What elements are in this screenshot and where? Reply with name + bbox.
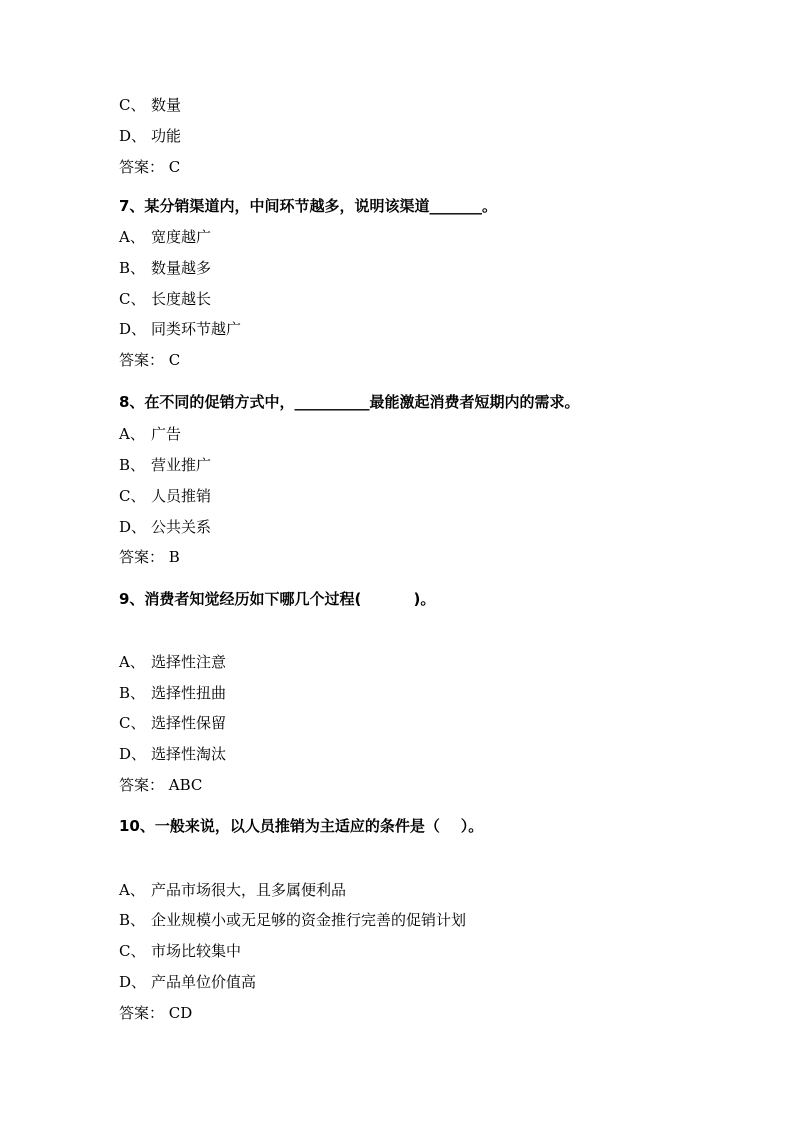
option-text: 选择性注意 — [151, 653, 227, 671]
option-text: 同类环节越广 — [151, 320, 242, 338]
option-letter: C、 — [119, 714, 146, 732]
option-letter: A、 — [119, 881, 145, 899]
option-row — [119, 944, 241, 959]
option-row — [119, 261, 211, 276]
option-text: 公共关系 — [151, 518, 212, 536]
option-letter: A、 — [119, 653, 145, 671]
answer-line: 答案： C — [119, 158, 181, 176]
option-letter: B、 — [119, 456, 146, 474]
option-text: 长度越长 — [151, 290, 212, 308]
answer-line: 答案： B — [119, 548, 180, 566]
option-letter: C、 — [119, 290, 146, 308]
option-letter: C、 — [119, 487, 146, 505]
option-letter: B、 — [119, 684, 146, 702]
option-row — [119, 458, 211, 473]
option-text: 数量 — [151, 96, 182, 114]
option-text: 营业推广 — [151, 456, 212, 474]
option-letter: D、 — [119, 518, 147, 536]
option-row — [119, 520, 211, 535]
question-stem: 9、消费者知觉经历如下哪几个过程( )。 — [119, 590, 436, 608]
option-letter: D、 — [119, 320, 147, 338]
option-row — [119, 129, 181, 144]
option-text: 人员推销 — [151, 487, 212, 505]
option-row — [119, 98, 181, 113]
option-row — [119, 716, 226, 731]
option-row — [119, 975, 256, 990]
option-text: 选择性扭曲 — [151, 684, 227, 702]
option-text: 企业规模小或无足够的资金推行完善的促销计划 — [151, 911, 467, 929]
option-letter: B、 — [119, 911, 146, 929]
option-text: 数量越多 — [151, 259, 212, 277]
option-text: 产品市场很大，且多属便利品 — [151, 881, 347, 899]
answer-line: 答案： ABC — [119, 776, 203, 794]
question-stem: 7、某分销渠道内，中间环节越多，说明该渠道_______。 — [119, 197, 497, 215]
option-letter: C、 — [119, 96, 146, 114]
option-text: 宽度越广 — [151, 228, 212, 246]
option-letter: D、 — [119, 127, 147, 145]
option-text: 功能 — [151, 127, 182, 145]
option-row — [119, 747, 226, 762]
option-letter: A、 — [119, 228, 145, 246]
option-row — [119, 322, 241, 337]
option-row — [119, 913, 466, 928]
answer-line: 答案： CD — [119, 1004, 193, 1022]
option-text: 选择性淘汰 — [151, 745, 227, 763]
option-letter: B、 — [119, 259, 146, 277]
option-row — [119, 292, 211, 307]
option-letter: C、 — [119, 942, 146, 960]
option-text: 广告 — [151, 425, 182, 443]
option-row — [119, 883, 346, 898]
option-text: 产品单位价值高 — [151, 973, 257, 991]
option-row — [119, 427, 181, 442]
option-letter: D、 — [119, 973, 147, 991]
option-letter: A、 — [119, 425, 145, 443]
option-row — [119, 686, 226, 701]
option-letter: D、 — [119, 745, 147, 763]
option-row — [119, 489, 211, 504]
answer-line: 答案： C — [119, 351, 181, 369]
option-text: 选择性保留 — [151, 714, 227, 732]
question-stem: 10、一般来说，以人员推销为主适应的条件是（ ）。 — [119, 817, 484, 835]
option-row — [119, 230, 211, 245]
option-row — [119, 655, 226, 670]
question-stem: 8、在不同的促销方式中，__________最能激起消费者短期内的需求。 — [119, 393, 580, 411]
option-text: 市场比较集中 — [151, 942, 242, 960]
